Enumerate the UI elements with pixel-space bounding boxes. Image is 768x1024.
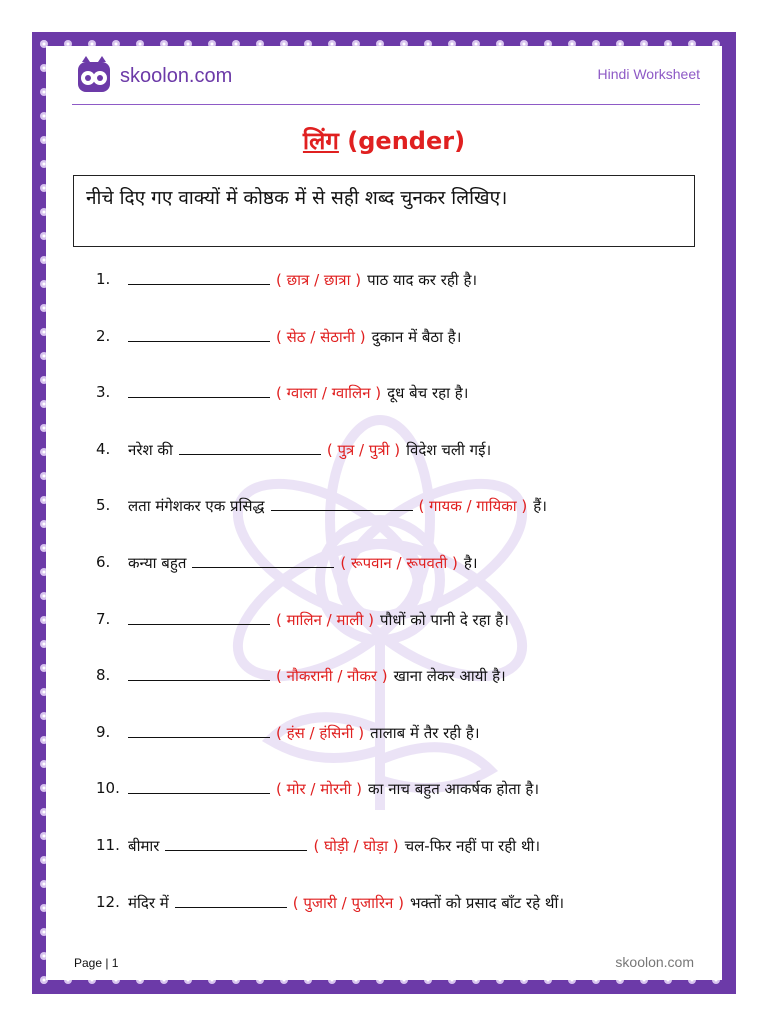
question-row xyxy=(96,836,706,893)
footer-site: skoolon.com xyxy=(615,954,694,970)
question-number: 9. xyxy=(96,722,111,741)
question-number: 3. xyxy=(96,383,111,402)
page-title xyxy=(0,124,768,157)
question-number: 4. xyxy=(96,439,111,458)
answer-blank[interactable] xyxy=(128,779,270,794)
question-row xyxy=(96,440,706,497)
page-number: Page | 1 xyxy=(74,956,119,970)
answer-blank[interactable] xyxy=(175,893,287,908)
answer-options: ( घोड़ी / घोड़ा ) xyxy=(313,836,399,855)
answer-blank[interactable] xyxy=(128,270,270,285)
question-prefix: नरेश की xyxy=(128,440,173,459)
answer-blank[interactable] xyxy=(179,440,321,455)
answer-options: ( सेठ / सेठानी ) xyxy=(276,327,366,346)
question-row xyxy=(96,666,706,723)
question-row xyxy=(96,496,706,553)
question-suffix: है। xyxy=(463,553,478,572)
question-suffix: का नाच बहुत आकर्षक होता है। xyxy=(368,780,540,799)
question-suffix: विदेश चली गई। xyxy=(406,440,492,459)
question-suffix: पौधों को पानी दे रहा है। xyxy=(379,610,509,629)
question-suffix: दुकान में बैठा है। xyxy=(371,327,462,346)
question-suffix: खाना लेकर आयी है। xyxy=(393,667,506,686)
owl-logo-icon xyxy=(74,56,114,96)
question-suffix: चल-फिर नहीं पा रही थी। xyxy=(404,836,541,855)
question-number: 8. xyxy=(96,666,111,685)
question-number: 1. xyxy=(96,270,111,288)
answer-options: ( मालिन / माली ) xyxy=(276,610,374,629)
site-logo[interactable] xyxy=(74,56,232,96)
question-prefix: लता मंगेशकर एक प्रसिद्ध xyxy=(128,497,265,516)
sheet-label: Hindi Worksheet xyxy=(597,66,700,82)
question-row xyxy=(96,893,706,950)
question-number: 10. xyxy=(96,779,120,798)
question-suffix: भक्तों को प्रसाद बाँट रहे थीं। xyxy=(409,893,565,912)
question-row xyxy=(96,383,706,440)
title-hindi: लिंग xyxy=(302,127,339,155)
answer-options: ( ग्वाला / ग्वालिन ) xyxy=(276,384,382,403)
question-prefix: बीमार xyxy=(128,836,160,855)
question-row xyxy=(96,270,706,327)
question-number: 12. xyxy=(96,892,120,911)
answer-options: ( नौकरानी / नौकर ) xyxy=(276,667,388,686)
question-suffix: तालाब में तैर रही है। xyxy=(370,723,480,742)
question-suffix: हैं। xyxy=(533,497,547,516)
question-number: 11. xyxy=(96,835,120,854)
answer-blank[interactable] xyxy=(192,553,334,568)
answer-options: ( रूपवान / रूपवती ) xyxy=(340,553,458,572)
question-number: 7. xyxy=(96,609,111,628)
question-row xyxy=(96,327,706,384)
question-suffix: दूध बेच रहा है। xyxy=(387,384,469,403)
question-row xyxy=(96,723,706,780)
question-list xyxy=(96,270,706,949)
answer-options: ( पुत्र / पुत्री ) xyxy=(326,440,401,459)
answer-blank[interactable] xyxy=(128,327,270,342)
question-row xyxy=(96,610,706,667)
answer-blank[interactable] xyxy=(128,666,270,681)
instruction-box xyxy=(73,175,695,247)
question-prefix: मंदिर में xyxy=(128,893,169,912)
answer-blank[interactable] xyxy=(128,610,270,625)
answer-options: ( मोर / मोरनी ) xyxy=(276,780,363,799)
answer-blank[interactable] xyxy=(128,723,270,738)
instruction-text: नीचे दिए गए वाक्यों में कोष्ठक में से सही शब्द चुनकर लिखिए। xyxy=(86,187,508,209)
answer-options: ( हंस / हंसिनी ) xyxy=(276,723,365,742)
answer-blank[interactable] xyxy=(165,836,307,851)
question-row xyxy=(96,553,706,610)
question-row xyxy=(96,779,706,836)
header-divider xyxy=(72,104,700,105)
question-number: 6. xyxy=(96,552,111,571)
answer-blank[interactable] xyxy=(271,496,413,511)
answer-options: ( छात्र / छात्रा ) xyxy=(276,271,362,289)
question-number: 2. xyxy=(96,326,111,345)
question-prefix: कन्या बहुत xyxy=(128,553,187,572)
answer-options: ( पुजारी / पुजारिन ) xyxy=(292,893,404,912)
title-english: (gender) xyxy=(347,127,466,155)
answer-blank[interactable] xyxy=(128,383,270,398)
question-number: 5. xyxy=(96,496,111,515)
answer-options: ( गायक / गायिका ) xyxy=(418,497,528,516)
question-suffix: पाठ याद कर रही है। xyxy=(367,271,478,289)
logo-text: skoolon.com xyxy=(120,64,233,87)
